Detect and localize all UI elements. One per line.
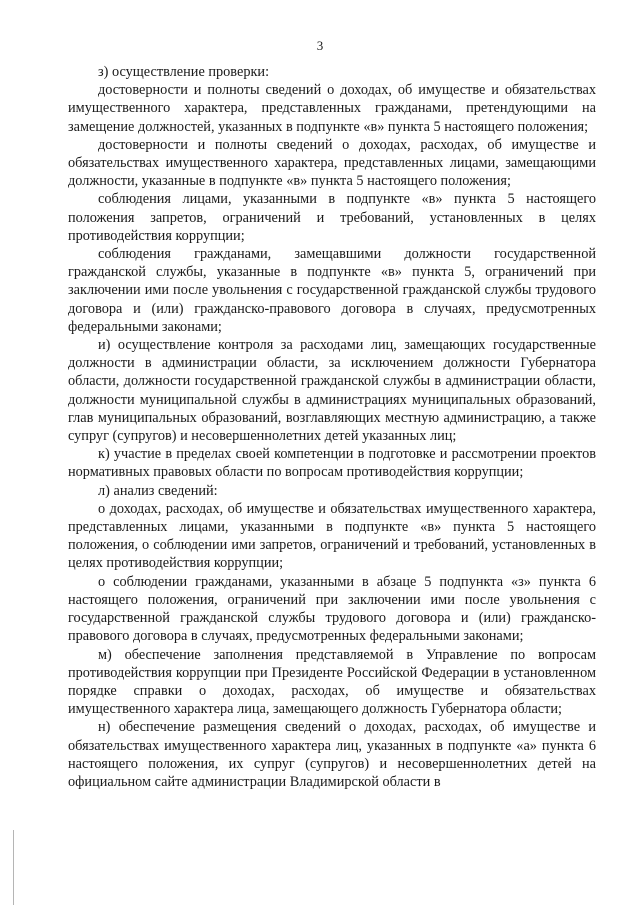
paragraph-m-governor-declaration: м) обеспечение заполнения представляемой в Управление по вопросам противодействия коррупции при Президенте Российской Федерации в установленном порядке справки о доходах, расходах, об имуществе и обязательствах имущественного характера лица, замещающего должность Губернатора области; [68,646,596,718]
paragraph-i-expense-control: и) осуществление контроля за расходами лиц, замещающих государственные должности в администрации области, за исключением должности Губернатора области, должности государственной гражданской службы в администрации области, должности муниципальной службы в администрациях муниципальных образований, глав муниципальных образований, возглавляющих местную администрацию, а также супруг (супругов) и несовершеннолетних детей указанных лиц; [68,337,596,445]
paragraph-z-former-officials-check: соблюдения гражданами, замещавшими должности государственной гражданской службы, указанные в подпункте «в» пункта 5, ограничений при заключении ими после увольнения с государственной гражданской службы трудового договора и (или) гражданско-правового договора в случаях, предусмотренных федеральными законами; [68,246,596,335]
paragraph-z-heading: з) осуществление проверки: [98,64,270,80]
paragraph-l-restrictions-analysis: о соблюдении гражданами, указанными в абзаце 5 подпункта «з» пункта 6 настоящего положения, ограничений при заключении ими после увольнения с государственной гражданской службы трудового договора и (или) гражданско-правового договора в случаях, предусмотренных федеральными законами; [68,573,596,645]
paragraph-k-legal-acts: к) участие в пределах своей компетенции в подготовке и рассмотрении проектов нормативных правовых области по вопросам противодействия коррупции; [68,446,596,481]
paragraph-n-publication: н) обеспечение размещения сведений о доходах, расходах, об имуществе и обязательствах имущественного характера лиц, указанных в подпункте «а» пункта 6 настоящего положения, их супруг (супругов) и несовершеннолетних детей на официальном сайте администрации Владимирской области в [68,719,596,790]
paragraph-z-officials-check: достоверности и полноты сведений о доходах, расходах, об имуществе и обязательствах имущественного характера, представленных лицами, замещающими должности, указанные в подпункте «в» пункта 5 настоящего положения; [68,136,596,190]
document-body [68,63,596,791]
page-number: 3 [316,38,324,53]
paragraph-z-citizens-check: достоверности и полноты сведений о доходах, об имуществе и обязательствах имущественного характера, представленных гражданами, претендующими на замещение должностей, указанных в подпункте «в» пункта 5 настоящего положения; [68,82,596,135]
paragraph-l-heading: л) анализ сведений: [98,482,218,499]
paragraph-z-prohibitions-check: соблюдения лицами, указанными в подпункте «в» пункта 5 настоящего положения запретов, ограничений и требований, установленных в целях противодействия коррупции; [68,191,596,244]
paragraph-l-income-analysis: о доходах, расходах, об имуществе и обязательствах имущественного характера, представленных лицами, указанными в подпункте «в» пункта 5 настоящего положения, о соблюдении ими запретов, ограничений и требований, установленных в целях противодействия коррупции; [68,500,596,572]
scan-margin-line [13,830,14,905]
